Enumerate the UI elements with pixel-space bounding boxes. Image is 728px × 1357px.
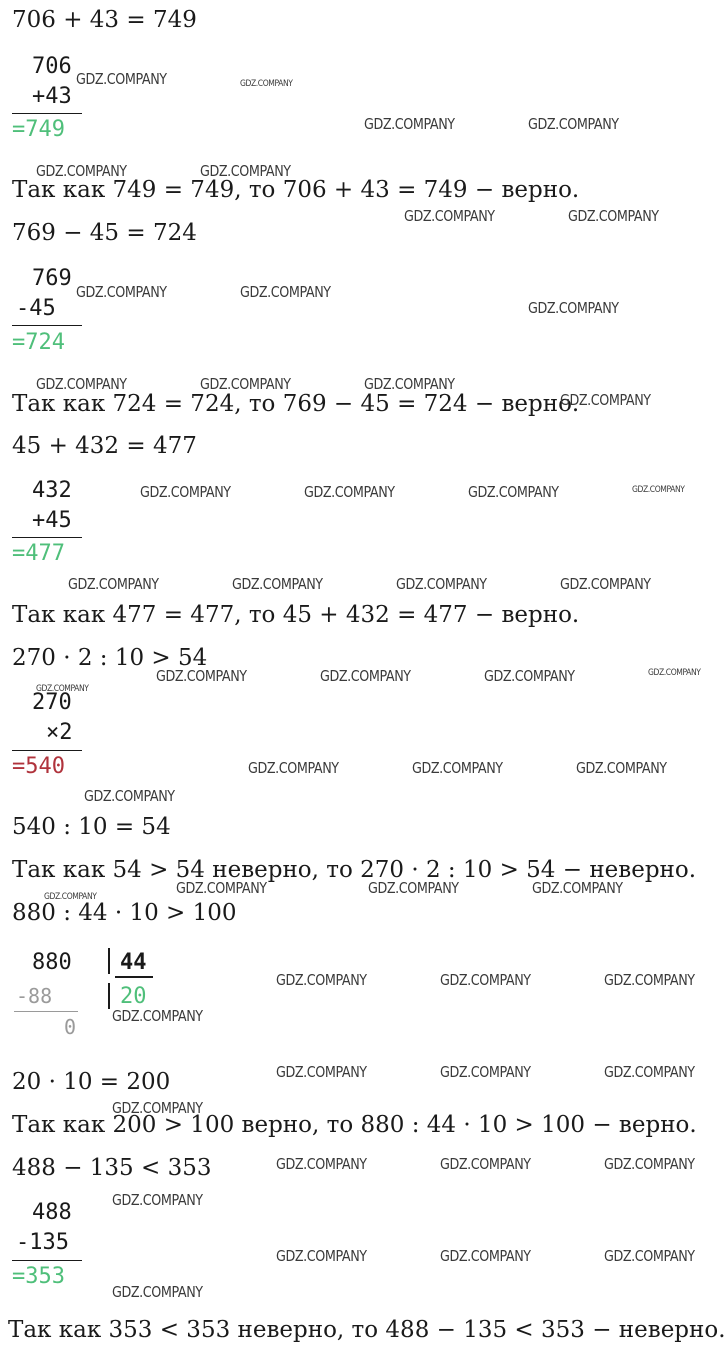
expression-5: 880 : 44 · 10 > 100	[12, 900, 237, 926]
conclusion-5: Так как 200 > 100 верно, то 880 : 44 · 10 > 100 − верно.	[12, 1112, 697, 1138]
division-quotient: 20	[120, 984, 147, 1009]
watermark: GDZ.COMPANY	[84, 787, 175, 805]
column-3-bottom: +45	[32, 508, 72, 533]
watermark: GDZ.COMPANY	[276, 971, 367, 989]
watermark: GDZ.COMPANY	[440, 971, 531, 989]
watermark: GDZ.COMPANY	[320, 667, 411, 685]
division-bar-bottom	[108, 983, 110, 1009]
division-rule	[14, 1011, 78, 1012]
expression-5b: 20 · 10 = 200	[12, 1069, 171, 1095]
watermark: GDZ.COMPANY	[44, 892, 97, 902]
division-divisor-rule	[115, 976, 153, 978]
watermark: GDZ.COMPANY	[632, 485, 685, 495]
watermark: GDZ.COMPANY	[468, 483, 559, 501]
division-remainder: 0	[64, 1015, 77, 1039]
watermark: GDZ.COMPANY	[364, 375, 455, 393]
expression-4b: 540 : 10 = 54	[12, 814, 171, 840]
watermark: GDZ.COMPANY	[404, 207, 495, 225]
conclusion-3: Так как 477 = 477, то 45 + 432 = 477 − верно.	[12, 602, 580, 628]
column-6-bottom: -135	[16, 1230, 69, 1255]
expression-4: 270 · 2 : 10 > 54	[12, 645, 208, 671]
division-divisor: 44	[120, 950, 147, 975]
watermark: GDZ.COMPANY	[604, 1247, 695, 1265]
watermark: GDZ.COMPANY	[156, 667, 247, 685]
column-6-rule	[12, 1260, 82, 1261]
watermark: GDZ.COMPANY	[112, 1191, 203, 1209]
watermark: GDZ.COMPANY	[112, 1099, 203, 1117]
conclusion-1: Так как 749 = 749, то 706 + 43 = 749 − верно.	[12, 177, 580, 203]
watermark: GDZ.COMPANY	[200, 162, 291, 180]
column-4-top: 270	[32, 690, 72, 715]
watermark: GDZ.COMPANY	[276, 1247, 367, 1265]
expression-3: 45 + 432 = 477	[12, 433, 197, 459]
watermark: GDZ.COMPANY	[240, 79, 293, 89]
watermark: GDZ.COMPANY	[112, 1007, 203, 1025]
division-subtrahend: -88	[16, 984, 53, 1008]
watermark: GDZ.COMPANY	[68, 575, 159, 593]
column-6-top: 488	[32, 1200, 72, 1225]
column-1-top: 706	[32, 54, 72, 79]
watermark: GDZ.COMPANY	[484, 667, 575, 685]
watermark: GDZ.COMPANY	[604, 1063, 695, 1081]
watermark: GDZ.COMPANY	[560, 575, 651, 593]
conclusion-6: Так как 353 < 353 неверно, то 488 − 135 < 353 − неверно.	[8, 1317, 726, 1343]
watermark: GDZ.COMPANY	[368, 879, 459, 897]
watermark: GDZ.COMPANY	[576, 759, 667, 777]
expression-6: 488 − 135 < 353	[12, 1155, 212, 1181]
expression-2: 769 − 45 = 724	[12, 220, 197, 246]
watermark: GDZ.COMPANY	[248, 759, 339, 777]
watermark: GDZ.COMPANY	[604, 971, 695, 989]
watermark: GDZ.COMPANY	[364, 115, 455, 133]
column-2-rule	[12, 325, 82, 326]
watermark: GDZ.COMPANY	[36, 684, 89, 694]
column-3-result: =477	[12, 541, 65, 566]
watermark: GDZ.COMPANY	[240, 283, 331, 301]
watermark: GDZ.COMPANY	[276, 1063, 367, 1081]
column-4-result: =540	[12, 754, 65, 779]
watermark: GDZ.COMPANY	[176, 879, 267, 897]
conclusion-2: Так как 724 = 724, то 769 − 45 = 724 − верно.	[12, 391, 580, 417]
column-1-rule	[12, 113, 82, 114]
watermark: GDZ.COMPANY	[412, 759, 503, 777]
watermark: GDZ.COMPANY	[304, 483, 395, 501]
watermark: GDZ.COMPANY	[232, 575, 323, 593]
watermark: GDZ.COMPANY	[112, 1283, 203, 1301]
watermark: GDZ.COMPANY	[440, 1063, 531, 1081]
watermark: GDZ.COMPANY	[36, 375, 127, 393]
watermark: GDZ.COMPANY	[560, 391, 651, 409]
expression-1: 706 + 43 = 749	[12, 7, 197, 33]
watermark: GDZ.COMPANY	[440, 1155, 531, 1173]
watermark: GDZ.COMPANY	[36, 162, 127, 180]
watermark: GDZ.COMPANY	[76, 70, 167, 88]
watermark: GDZ.COMPANY	[528, 299, 619, 317]
watermark: GDZ.COMPANY	[276, 1155, 367, 1173]
column-2-top: 769	[32, 266, 72, 291]
column-6-result: =353	[12, 1264, 65, 1289]
watermark: GDZ.COMPANY	[528, 115, 619, 133]
watermark: GDZ.COMPANY	[396, 575, 487, 593]
watermark: GDZ.COMPANY	[532, 879, 623, 897]
watermark: GDZ.COMPANY	[76, 283, 167, 301]
division-dividend: 880	[32, 950, 72, 975]
column-2-bottom: -45	[16, 296, 56, 321]
column-1-result: =749	[12, 117, 65, 142]
column-3-top: 432	[32, 478, 72, 503]
column-2-result: =724	[12, 330, 65, 355]
watermark: GDZ.COMPANY	[648, 668, 701, 678]
column-4-rule	[12, 750, 82, 751]
division-bar-top	[108, 948, 110, 974]
column-1-bottom: +43	[32, 84, 72, 109]
watermark: GDZ.COMPANY	[604, 1155, 695, 1173]
conclusion-4: Так как 54 > 54 неверно, то 270 · 2 : 10 > 54 − неверно.	[12, 857, 697, 883]
column-3-rule	[12, 537, 82, 538]
column-4-bottom: ×2	[46, 720, 73, 745]
watermark: GDZ.COMPANY	[140, 483, 231, 501]
watermark: GDZ.COMPANY	[200, 375, 291, 393]
watermark: GDZ.COMPANY	[440, 1247, 531, 1265]
watermark: GDZ.COMPANY	[568, 207, 659, 225]
